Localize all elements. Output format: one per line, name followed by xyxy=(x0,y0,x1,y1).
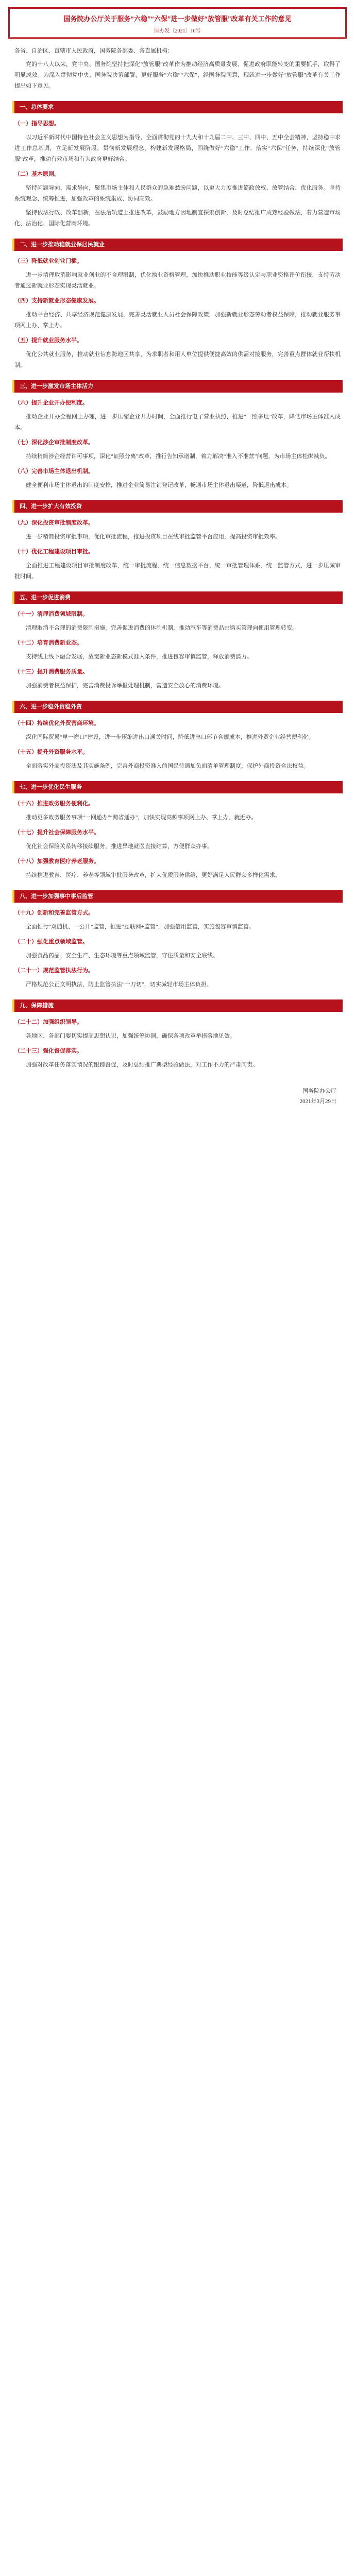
paragraph: 深化国际贸易“单一窗口”建设，进一步压缩进出口通关时间，降低进出口环节合规成本，推进外贸企业经营便利化。 xyxy=(26,734,314,740)
paragraph: 优化公共就业服务，推动就业信息跨地区共享，为求职者和用人单位提供便捷高效的供需对接服务，完善重点群体就业帮扶机制。 xyxy=(14,351,341,368)
closing xyxy=(8,1086,336,1107)
paragraph: 持续精简涉企经营许可事项，深化“证照分离”改革，推行告知承诺制，着力解决“准入不准营”问题，为市场主体松绑减负。 xyxy=(26,453,331,460)
subsection-heading: （七）深化涉企审批制度改革。 xyxy=(14,439,94,446)
intro xyxy=(8,59,347,92)
paragraph: 坚持依法行政、改革创新，在法治轨道上推进改革，鼓励地方因地制宜探索创新，及时总结推广成熟经验做法，着力营造市场化、法治化、国际化营商环境。 xyxy=(14,210,341,227)
issuer: 国务院办公厅 xyxy=(302,1088,336,1094)
subsection-heading: （一）指导思想。 xyxy=(14,121,60,127)
paragraph: 加强消费者权益保护，完善消费投诉举报处理机制，营造安全放心的消费环境。 xyxy=(26,683,224,689)
doc-number: 国办发〔2021〕10号 xyxy=(154,28,201,34)
document xyxy=(8,0,347,1127)
subsection-heading: （十七）提升社会保障服务水平。 xyxy=(14,829,99,836)
sections xyxy=(8,101,347,1071)
subsection-heading: （八）完善市场主体退出机制。 xyxy=(14,468,94,474)
paragraph: 全面推进工程建设项目审批制度改革，统一审批流程、统一信息数据平台、统一审批管理体系、统一监管方式，进一步压减审批时间。 xyxy=(14,563,341,580)
paragraph: 各地区、各部门要切实提高思想认识，加强统筹协调，确保各项改革举措落地见效。 xyxy=(26,1033,235,1039)
section-heading: 六、进一步稳外贸稳外资 xyxy=(12,701,343,713)
subsection-heading: （三）降低就业创业门槛。 xyxy=(14,258,82,264)
paragraph: 加强食品药品、安全生产、生态环境等重点领域监管，守住质量和安全底线。 xyxy=(26,953,218,959)
section-heading: 三、进一步激发市场主体活力 xyxy=(12,380,343,393)
paragraph: 推动企业开办全程网上办理，进一步压缩企业开办时间，全面推行电子营业执照，推进“一照多址”改革，降低市场主体准入成本。 xyxy=(14,414,341,431)
issue-date: 2021年3月29日 xyxy=(299,1098,336,1105)
paragraph: 全面落实外商投资法及其实施条例，完善外商投资准入前国民待遇加负面清单管理制度，保护外商投资合法权益。 xyxy=(26,763,309,769)
section-heading: 八、进一步加强事中事后监管 xyxy=(12,890,343,903)
paragraph: 全面推行“双随机、一公开”监管，推进“互联网+监管”，加强信用监管，实施包容审慎监管。 xyxy=(26,924,255,930)
paragraph: 进一步精简投资审批事项，优化审批流程，推进投资项目在线审批监管平台应用，提高投资审批效率。 xyxy=(26,534,281,540)
section-heading: 四、进一步扩大有效投资 xyxy=(12,500,343,513)
subsection-heading: （六）提升企业开办便利度。 xyxy=(14,400,88,406)
paragraph: 优化社会保险关系转移接续服务，推进异地就医直接结算，方便群众办事。 xyxy=(26,843,213,850)
subsection-heading: （九）深化投资审批制度改革。 xyxy=(14,520,94,526)
section-heading: 五、进一步促进消费 xyxy=(12,591,343,604)
paragraph: 进一步清理取消影响就业创业的不合理限制，优化执业资格管理，加快推动职业技能等级认定与职业资格评价衔接，支持劳动者通过新就业形态实现灵活就业。 xyxy=(14,272,341,289)
subsection-heading: （十四）持续优化外贸营商环境。 xyxy=(14,720,99,726)
doc-title: 国务院办公厅关于服务“六稳”“六保”进一步做好“放管服”改革有关工作的意见 xyxy=(63,15,292,23)
subsection-heading: （十一）清理消费领域限制。 xyxy=(14,611,88,617)
paragraph: 加强对改革任务落实情况的跟踪督促，及时总结推广典型经验做法，对工作不力的严肃问责。 xyxy=(26,1062,258,1068)
subsection-heading: （二十一）规范监管执法行为。 xyxy=(14,968,94,974)
section-heading: 七、进一步优化民生服务 xyxy=(12,781,343,793)
subsection-heading: （十五）提升外资服务水平。 xyxy=(14,749,88,755)
salutation: 各省、自治区、直辖市人民政府，国务院各部委、各直属机构： xyxy=(14,48,173,54)
subsection-heading: （十三）提升消费服务质量。 xyxy=(14,669,88,675)
doc-header xyxy=(8,7,347,39)
subsection-heading: （四）支持新就业形态健康发展。 xyxy=(14,298,99,304)
paragraph: 支持线上线下融合发展，放宽新业态新模式准入条件，推进包容审慎监管，释放消费潜力。 xyxy=(26,654,252,660)
section-heading: 一、总体要求 xyxy=(12,101,343,113)
paragraph: 推动平台经济、共享经济规范健康发展，完善灵活就业人员社会保障政策，加强新就业形态劳动者权益保障，推动就业服务事项网上办、掌上办。 xyxy=(14,312,341,329)
paragraph: 持续推进教育、医疗、养老等领域审批服务改革，扩大优质服务供给，更好满足人民群众多样化需求。 xyxy=(26,872,281,878)
section-heading: 九、保障措施 xyxy=(12,999,343,1012)
paragraph: 健全便利市场主体退出的制度安排，推进企业简易注销登记改革，畅通市场主体退出渠道，降低退出成本。 xyxy=(26,482,292,488)
subsection-heading: （十）优化工程建设项目审批。 xyxy=(14,549,94,555)
paragraph: 以习近平新时代中国特色社会主义思想为指导，全面贯彻党的十九大和十九届二中、三中、四中、五中全会精神，坚持稳中求进工作总基调，立足新发展阶段、贯彻新发展理念、构建新发展格局，围绕做好“六稳”工作、落实“六保”任务，持续深化“放管服”改革，推动有效市场和有为政府更好结合。 xyxy=(14,134,341,162)
intro-paragraph: 党的十八大以来，党中央、国务院坚持把深化“放管服”改革作为推动经济高质量发展、促进政府职能转变的重要抓手，取得了明显成效。为深入贯彻党中央、国务院决策部署，更好服务“六稳”“六保”，经国务院同意，现就进一步做好“放管服”改革有关工作提出如下意见。 xyxy=(14,61,341,89)
subsection-heading: （二十）强化重点领域监管。 xyxy=(14,939,88,945)
subsection-heading: （二十三）强化督促落实。 xyxy=(14,1048,82,1054)
section-heading: 二、进一步推动稳就业保居民就业 xyxy=(12,239,343,251)
subsection-heading: （十六）推进政务服务便利化。 xyxy=(14,801,94,807)
paragraph: 坚持问题导向、需求导向，聚焦市场主体和人民群众的急难愁盼问题，以更大力度推进简政放权、放管结合、优化服务。坚持系统观念、统筹推进，加强改革的系统集成、协同高效。 xyxy=(14,185,341,202)
paragraph: 清理取消不合理的消费限制措施，完善促进消费的体制机制，推动汽车等消费品由购买管理向使用管理转变。 xyxy=(26,625,298,631)
paragraph: 严格规范公正文明执法，防止监管执法“一刀切”，切实减轻市场主体负担。 xyxy=(26,981,212,988)
subsection-heading: （十八）加强教育医疗养老服务。 xyxy=(14,858,99,865)
paragraph: 推动更多政务服务事项“一网通办”“跨省通办”，加快实现高频事项网上办、掌上办、就近办。 xyxy=(26,815,257,821)
subsection-heading: （二）基本原则。 xyxy=(14,171,60,177)
subsection-heading: （十九）创新和完善监管方式。 xyxy=(14,910,94,916)
subsection-heading: （五）提升就业服务水平。 xyxy=(14,337,82,344)
subsection-heading: （二十二）加强组织领导。 xyxy=(14,1019,82,1025)
subsection-heading: （十二）培育消费新业态。 xyxy=(14,640,82,646)
